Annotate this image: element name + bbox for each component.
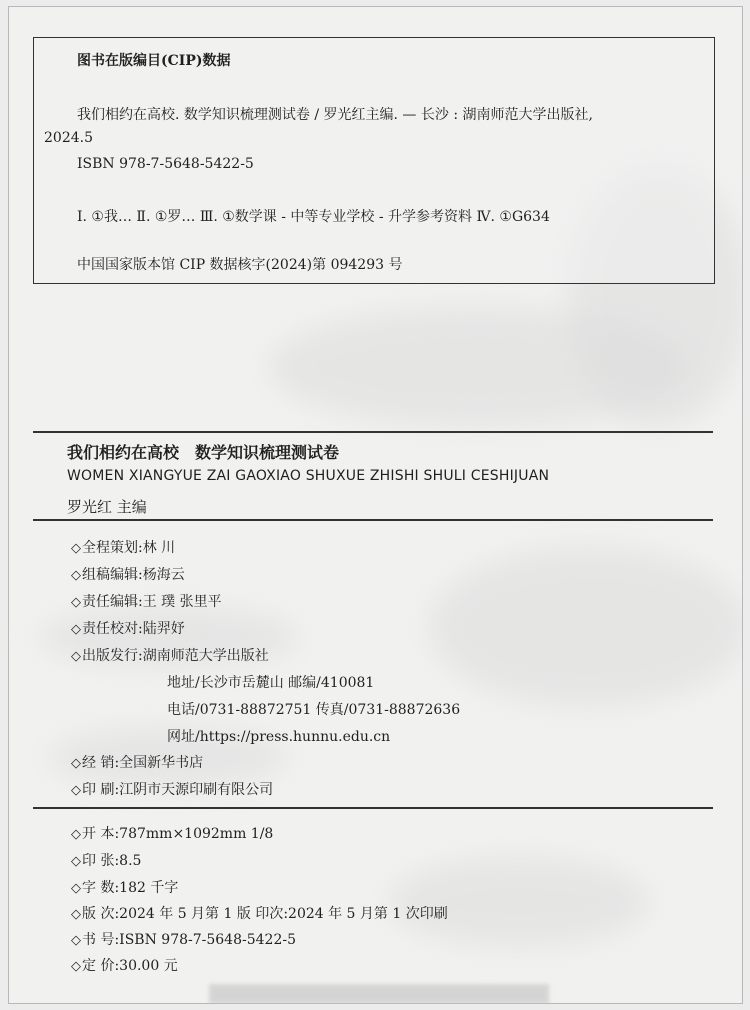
book-editor: 罗光红 主编 xyxy=(67,498,147,516)
credit-row xyxy=(71,537,175,557)
publisher-address: 地址/长沙市岳麓山 邮编/410081 xyxy=(167,675,375,691)
spec-row xyxy=(71,903,448,923)
copyright-page xyxy=(8,6,743,1004)
cip-isbn: ISBN 978-7-5648-5422-5 xyxy=(77,156,254,172)
credit-label: 责任编辑: xyxy=(82,594,143,610)
diamond-icon: ◇ xyxy=(71,907,81,922)
divider-title xyxy=(33,519,713,521)
spec-value: ISBN 978-7-5648-5422-5 xyxy=(119,932,296,948)
credit-label: 出版发行: xyxy=(82,648,143,664)
diamond-icon: ◇ xyxy=(71,541,81,556)
credit-value: 王 璞 张里平 xyxy=(142,594,222,610)
credit-value: 林 川 xyxy=(142,540,176,556)
credit-value: 陆羿妤 xyxy=(142,621,185,637)
credit-row xyxy=(71,564,185,584)
cip-data-box xyxy=(33,37,715,284)
spec-row xyxy=(71,823,273,843)
diamond-icon: ◇ xyxy=(71,595,81,610)
credit-label: 全程策划: xyxy=(82,540,143,556)
distribution-value: 全国新华书店 xyxy=(119,755,204,771)
book-title-pinyin: WOMEN XIANGYUE ZAI GAOXIAO SHUXUE ZHISHI SHULI CESHIJUAN xyxy=(67,468,550,484)
diamond-icon: ◇ xyxy=(71,827,81,842)
book-title xyxy=(67,440,339,463)
distribution-label: 印 刷: xyxy=(82,782,120,798)
divider-specs xyxy=(33,807,713,809)
spec-value: 182 千字 xyxy=(119,880,179,896)
spec-label: 字 数: xyxy=(82,880,120,896)
spec-label: 印 张: xyxy=(82,853,120,869)
distribution-row xyxy=(71,779,273,799)
diamond-icon: ◇ xyxy=(71,959,81,974)
bleed-through-shadow xyxy=(209,984,549,1004)
credit-row xyxy=(71,618,185,638)
book-title-main: 我们相约在高校 xyxy=(67,443,180,462)
credit-row xyxy=(71,645,269,665)
spec-value: 787mm×1092mm 1/8 xyxy=(119,826,274,842)
diamond-icon: ◇ xyxy=(71,881,81,896)
spec-label: 定 价: xyxy=(82,958,120,974)
distribution-value: 江阴市天源印刷有限公司 xyxy=(119,782,274,798)
spec-label: 版 次: xyxy=(82,906,120,922)
publisher-website: 网址/https://press.hunnu.edu.cn xyxy=(167,729,391,745)
diamond-icon: ◇ xyxy=(71,568,81,583)
credit-value: 杨海云 xyxy=(142,567,185,583)
diamond-icon: ◇ xyxy=(71,649,81,664)
cip-classification: Ⅰ. ①我… Ⅱ. ①罗… Ⅲ. ①数学课 - 中等专业学校 - 升学参考资料 Ⅳ. ①G634 xyxy=(77,209,550,225)
spec-row xyxy=(71,955,178,975)
spec-label: 书 号: xyxy=(82,932,120,948)
spec-row xyxy=(71,850,141,870)
cip-number: 中国国家版本馆 CIP 数据核字(2024)第 094293 号 xyxy=(77,257,403,273)
cip-bibliographic-line: 我们相约在高校. 数学知识梳理测试卷 / 罗光红主编. — 长沙 : 湖南师范大学出版社, xyxy=(77,107,593,123)
cip-bibliographic-line-cont: 2024.5 xyxy=(44,130,93,146)
divider-top xyxy=(33,431,713,433)
spec-value: 2024 年 5 月第 1 版 印次:2024 年 5 月第 1 次印刷 xyxy=(119,906,448,922)
credit-label: 组稿编辑: xyxy=(82,567,143,583)
book-title-sub: 数学知识梳理测试卷 xyxy=(195,443,340,462)
cip-heading: 图书在版编目(CIP)数据 xyxy=(77,53,231,69)
credit-label: 责任校对: xyxy=(82,621,143,637)
distribution-label: 经 销: xyxy=(82,755,120,771)
spec-label: 开 本: xyxy=(82,826,120,842)
credit-row xyxy=(71,591,222,611)
spec-row xyxy=(71,877,178,897)
diamond-icon: ◇ xyxy=(71,756,81,771)
diamond-icon: ◇ xyxy=(71,854,81,869)
diamond-icon: ◇ xyxy=(71,622,81,637)
spec-row xyxy=(71,929,296,949)
distribution-row xyxy=(71,752,203,772)
credit-value: 湖南师范大学出版社 xyxy=(142,648,269,664)
publisher-phone: 电话/0731-88872751 传真/0731-88872636 xyxy=(167,702,461,718)
spec-value: 8.5 xyxy=(119,853,142,869)
diamond-icon: ◇ xyxy=(71,783,81,798)
spec-value: 30.00 元 xyxy=(119,958,178,974)
diamond-icon: ◇ xyxy=(71,933,81,948)
